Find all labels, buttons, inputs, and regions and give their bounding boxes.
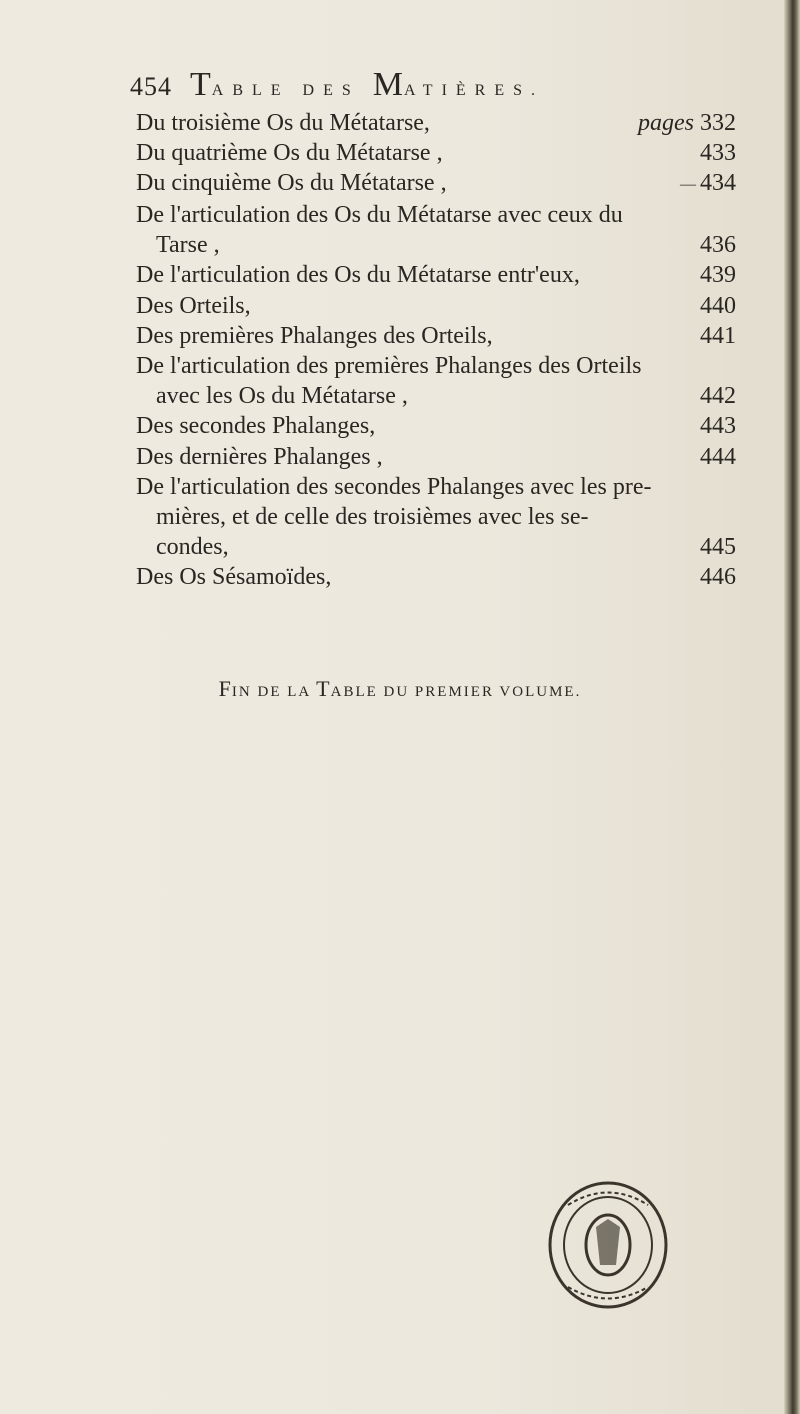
entry-page-number: 440 <box>700 292 736 319</box>
toc-entry <box>136 351 736 411</box>
header-cap-m: M <box>372 66 405 103</box>
entry-text: De l'articulation des Os du Métatarse entr'eux, <box>136 262 580 289</box>
toc-line <box>136 502 736 532</box>
library-stamp <box>538 1175 678 1315</box>
entry-text: Des Os Sésamoïdes, <box>136 564 332 591</box>
toc-line <box>136 230 736 260</box>
entry-text: De l'articulation des Os du Métatarse avec ceux du <box>136 201 623 228</box>
toc-line <box>136 351 736 381</box>
entry-page-number: 439 <box>700 262 736 289</box>
entry-page-cell <box>638 108 736 138</box>
entry-text: mières, et de celle des troisièmes avec les se- <box>156 504 589 531</box>
entry-text: condes, <box>156 534 229 561</box>
toc-line <box>136 381 736 411</box>
toc-line <box>136 260 736 290</box>
toc-entry <box>136 291 736 321</box>
entry-page-number: 442 <box>700 383 736 410</box>
header-cap-t: T <box>190 66 212 103</box>
toc-line <box>136 108 736 138</box>
toc-entry <box>136 138 736 168</box>
pages-label: pages <box>638 110 694 136</box>
entry-page-number: 445 <box>700 534 736 561</box>
toc-line <box>136 411 736 441</box>
fin-cap-t: T <box>316 676 331 701</box>
toc-line <box>136 442 736 472</box>
entry-text: De l'articulation des secondes Phalanges avec les pre- <box>136 473 652 500</box>
entry-text: De l'articulation des premières Phalanges des Orteils <box>136 353 642 379</box>
entry-text: Du cinquième Os du Métatarse , <box>136 170 447 197</box>
entry-page-cell <box>700 291 736 321</box>
entry-page-number: 433 <box>700 140 736 167</box>
toc-entry <box>136 168 736 200</box>
end-of-table-line <box>0 676 800 702</box>
fin-cap-f: F <box>218 676 232 701</box>
entry-page-number: 441 <box>700 322 736 349</box>
toc-line <box>136 291 736 321</box>
entry-text: Du quatrième Os du Métatarse , <box>136 140 443 167</box>
entry-page-cell <box>680 168 736 200</box>
entry-page-cell <box>700 411 736 441</box>
header-small-1: ABLE DES <box>211 82 373 99</box>
entry-text: Des dernières Phalanges , <box>136 443 383 470</box>
toc-line <box>136 532 736 562</box>
entry-page-cell <box>700 381 736 411</box>
page-edge <box>784 0 800 1414</box>
entry-page-cell <box>700 321 736 351</box>
toc-line <box>136 200 736 230</box>
entry-page-cell <box>700 138 736 168</box>
running-header <box>130 66 545 103</box>
entry-text: Des premières Phalanges des Orteils, <box>136 322 493 349</box>
entry-page-cell <box>700 442 736 472</box>
toc-line <box>136 562 736 592</box>
toc-entry <box>136 108 736 138</box>
entry-page-number: 444 <box>700 443 736 470</box>
header-small-2: ATIÈRES. <box>404 82 545 99</box>
entry-page-cell <box>700 230 736 260</box>
entry-page-number: 434 <box>700 170 736 197</box>
entry-page-number: 446 <box>700 564 736 591</box>
entry-page-number: 436 <box>700 232 736 259</box>
toc-line <box>136 138 736 168</box>
toc-entry <box>136 562 736 592</box>
fin-small-1: IN DE LA <box>231 684 317 700</box>
entry-page-cell <box>700 562 736 592</box>
toc-entry <box>136 411 736 441</box>
toc-line <box>136 168 736 200</box>
toc-entry <box>136 321 736 351</box>
table-of-contents <box>136 108 736 593</box>
toc-entry <box>136 260 736 290</box>
toc-line <box>136 321 736 351</box>
leader-dash: — <box>680 175 696 193</box>
fin-small-2: ABLE DU PREMIER VOLUME. <box>330 684 582 700</box>
entry-page-cell <box>700 260 736 290</box>
entry-text: Du troisième Os du Métatarse, <box>136 110 430 136</box>
toc-entry <box>136 442 736 472</box>
toc-entry <box>136 472 736 563</box>
entry-page-number: 332 <box>700 110 736 136</box>
entry-text: Tarse , <box>156 232 220 259</box>
entry-text: avec les Os du Métatarse , <box>156 383 408 410</box>
toc-line <box>136 472 736 502</box>
entry-page-number: 443 <box>700 413 736 440</box>
page-number: 454 <box>130 72 172 101</box>
entry-text: Des Orteils, <box>136 292 251 319</box>
entry-text: Des secondes Phalanges, <box>136 413 376 440</box>
toc-entry <box>136 200 736 260</box>
entry-page-cell <box>700 532 736 562</box>
